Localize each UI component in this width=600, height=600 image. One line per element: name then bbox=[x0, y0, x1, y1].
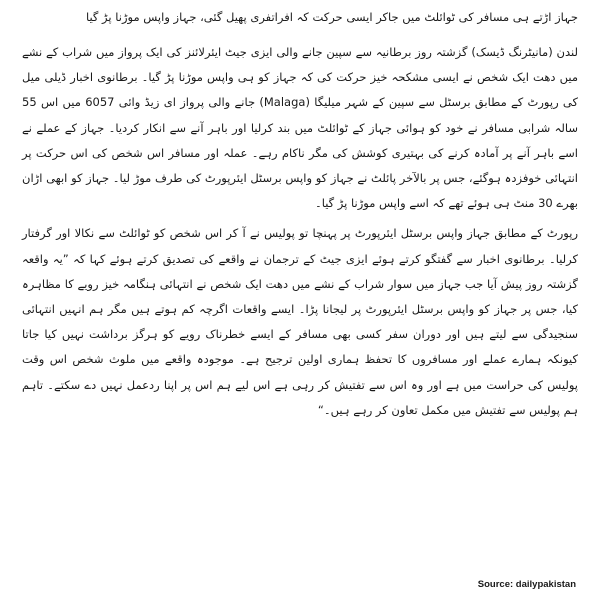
article-paragraph-2: رپورٹ کے مطابق جہاز واپس برسٹل ایئرپورٹ پر پہنچا تو پولیس نے آ کر اس شخص کو ٹوائلٹ سے نکالا اور گرفتار کرلیا۔ برطانوی اخبار سے گفتگو کرتے ہوئے ایزی جیٹ کے ترجمان نے واقعے کی تصدیق کرتے ہوئے کہا کہ ”یہ واقعہ گزشتہ روز پیش آیا جب جہاز میں سوار شراب کے نشے میں دھت ایک شخص نے انتہائی ہنگامہ خیز رویے کا مظاہرہ کیا، جس پر جہاز کو واپس برسٹل ایئرپورٹ پر لیجانا پڑا۔ ایسے واقعات اگرچہ کم ہوتے ہیں مگر ہم انہیں انتہائی سنجیدگی سے لیتے ہیں اور دوران سفر کسی بھی مسافر کے ایسے خطرناک رویے کو ہرگز برداشت نہیں کیا جاتا کیونکہ ہمارے عملے اور مسافروں کا تحفظ ہماری اولین ترجیح ہے۔ موجودہ واقعے میں ملوث شخص اس وقت پولیس کی حراست میں ہے اور وہ اس سے تفتیش کر رہی ہے اس لیے ہم اس پر اپنا ردعمل نہیں دے سکتے۔ تاہم ہم پولیس سے تفتیش میں مکمل تعاون کر رہے ہیں۔“ bbox=[22, 226, 578, 417]
article-headline: جہاز اڑتے ہی مسافر کی ٹوائلٹ میں جاکر ایسی حرکت کہ افراتفری پھیل گئی، جہاز واپس موڑنا پڑ گیا bbox=[85, 10, 578, 24]
source-credit: Source: dailypakistan bbox=[477, 579, 576, 590]
article-paragraph-1: لندن (مانیٹرنگ ڈیسک) گزشتہ روز برطانیہ سے سپین جانے والی ایزی جیٹ ایئرلائنز کی ایک پرواز میں شراب کے نشے میں دھت ایک شخص نے ایسی مشکحہ خیز حرکت کی کہ جہاز کو ہی واپس موڑنا پڑ گیا۔ برطانوی اخبار ڈیلی میل کی رپورٹ کے مطابق برسٹل سے سپین کے شہر میلیگا (Malaga) جانے والی پرواز ای زیڈ وائی 6057 میں اس 55 سالہ شرابی مسافر نے خود کو ہوائی جہاز کے ٹوائلٹ میں بند کرلیا اور باہر آنے سے انکار کردیا۔ جہاز کے عملے نے اسے باہر آنے پر آمادہ کرنے کی بہتیری کوشش کی مگر ناکام رہے۔ عملہ اور مسافر اس شخص کی اس حرکت پر انتہائی خوفزدہ ہوگئے، جس پر بالآخر پائلٹ نے جہاز کو واپس برسٹل ایئرپورٹ کی طرف موڑ لیا۔ جہاز کو ابھی اڑان بھرے 30 منٹ ہی ہوئے تھے کہ اسے واپس موڑنا پڑ گیا۔ bbox=[22, 45, 578, 211]
